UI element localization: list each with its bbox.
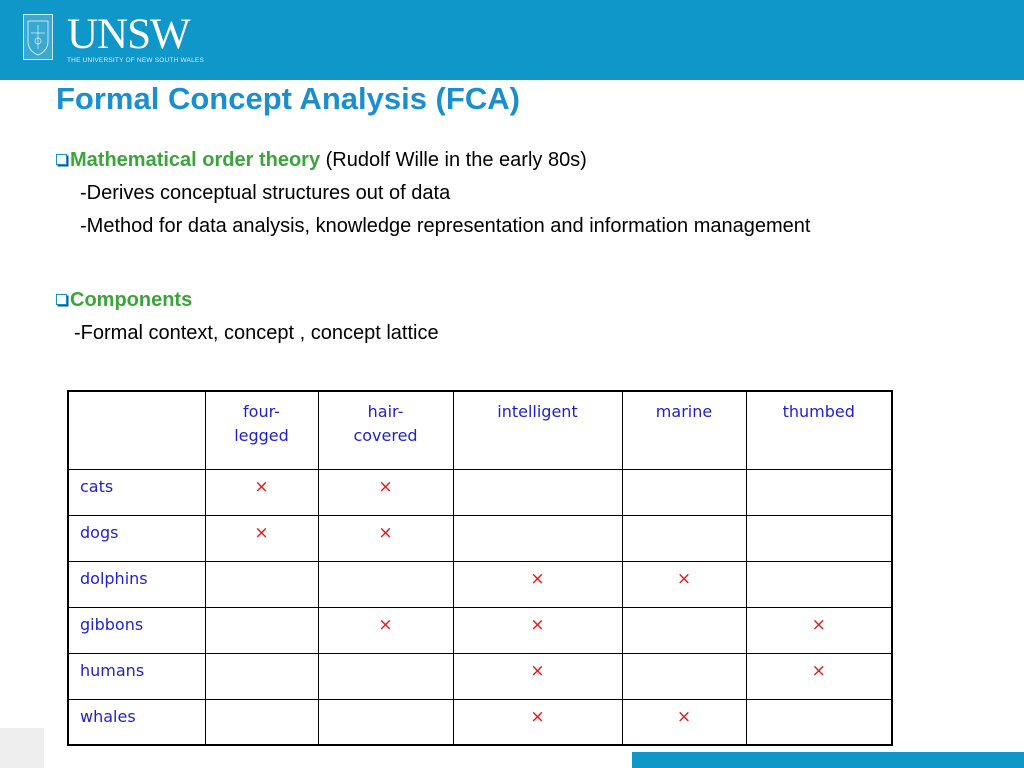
empty-cell — [746, 699, 892, 745]
unsw-logo — [23, 11, 204, 64]
slide-title: Formal Concept Analysis (FCA) — [56, 81, 520, 116]
empty-cell — [622, 607, 746, 653]
empty-cell — [746, 515, 892, 561]
sub-bullet: -Formal context, concept , concept lattice — [74, 322, 439, 344]
bullet-components — [56, 288, 192, 312]
bullet-order-theory — [56, 148, 587, 172]
footer-bar — [632, 752, 1024, 768]
row-label: cats — [68, 469, 205, 515]
empty-cell — [205, 607, 318, 653]
cross-mark: × — [746, 607, 892, 653]
checkbox-icon — [56, 154, 67, 165]
empty-cell — [205, 699, 318, 745]
formal-context-table — [67, 390, 893, 746]
row-label: dogs — [68, 515, 205, 561]
bullet-heading: Components — [70, 289, 193, 311]
table-header-cell: intelligent — [453, 391, 622, 469]
cross-mark: × — [318, 607, 453, 653]
table-header-row — [68, 391, 892, 469]
empty-cell — [318, 699, 453, 745]
empty-cell — [318, 653, 453, 699]
cross-mark: × — [453, 561, 622, 607]
cross-mark: × — [205, 469, 318, 515]
empty-cell — [622, 469, 746, 515]
row-label: whales — [68, 699, 205, 745]
checkbox-icon — [56, 294, 67, 305]
crest-icon — [23, 14, 53, 60]
header-bar — [0, 0, 1024, 80]
empty-cell — [746, 561, 892, 607]
table-row — [68, 515, 892, 561]
empty-cell — [318, 561, 453, 607]
table-row — [68, 607, 892, 653]
cross-mark: × — [622, 561, 746, 607]
empty-cell — [205, 653, 318, 699]
empty-cell — [453, 515, 622, 561]
sub-bullet: -Derives conceptual structures out of data — [80, 182, 451, 204]
cross-mark: × — [453, 699, 622, 745]
cross-mark: × — [205, 515, 318, 561]
empty-cell — [746, 469, 892, 515]
table-header-cell: hair- covered — [318, 391, 453, 469]
row-label: dolphins — [68, 561, 205, 607]
logo-tagline: THE UNIVERSITY OF NEW SOUTH WALES — [67, 57, 204, 64]
empty-cell — [622, 515, 746, 561]
table-header-cell: thumbed — [746, 391, 892, 469]
sub-bullet: -Method for data analysis, knowledge representation and information management — [80, 215, 811, 237]
cross-mark: × — [746, 653, 892, 699]
empty-cell — [622, 653, 746, 699]
cross-mark: × — [318, 469, 453, 515]
row-label: gibbons — [68, 607, 205, 653]
bullet-rest: (Rudolf Wille in the early 80s) — [320, 149, 587, 171]
table-row — [68, 699, 892, 745]
table-row — [68, 469, 892, 515]
cross-mark: × — [453, 607, 622, 653]
footer-corner-box — [0, 728, 44, 768]
empty-cell — [205, 561, 318, 607]
logo-wordmark: UNSW — [67, 11, 190, 58]
empty-cell — [453, 469, 622, 515]
bullet-heading: Mathematical order theory — [70, 149, 321, 171]
cross-mark: × — [622, 699, 746, 745]
cross-mark: × — [318, 515, 453, 561]
table-row — [68, 653, 892, 699]
table-header-cell: marine — [622, 391, 746, 469]
table-header-cell: four- legged — [205, 391, 318, 469]
table-header-cell — [68, 391, 205, 469]
cross-mark: × — [453, 653, 622, 699]
table-row — [68, 561, 892, 607]
row-label: humans — [68, 653, 205, 699]
